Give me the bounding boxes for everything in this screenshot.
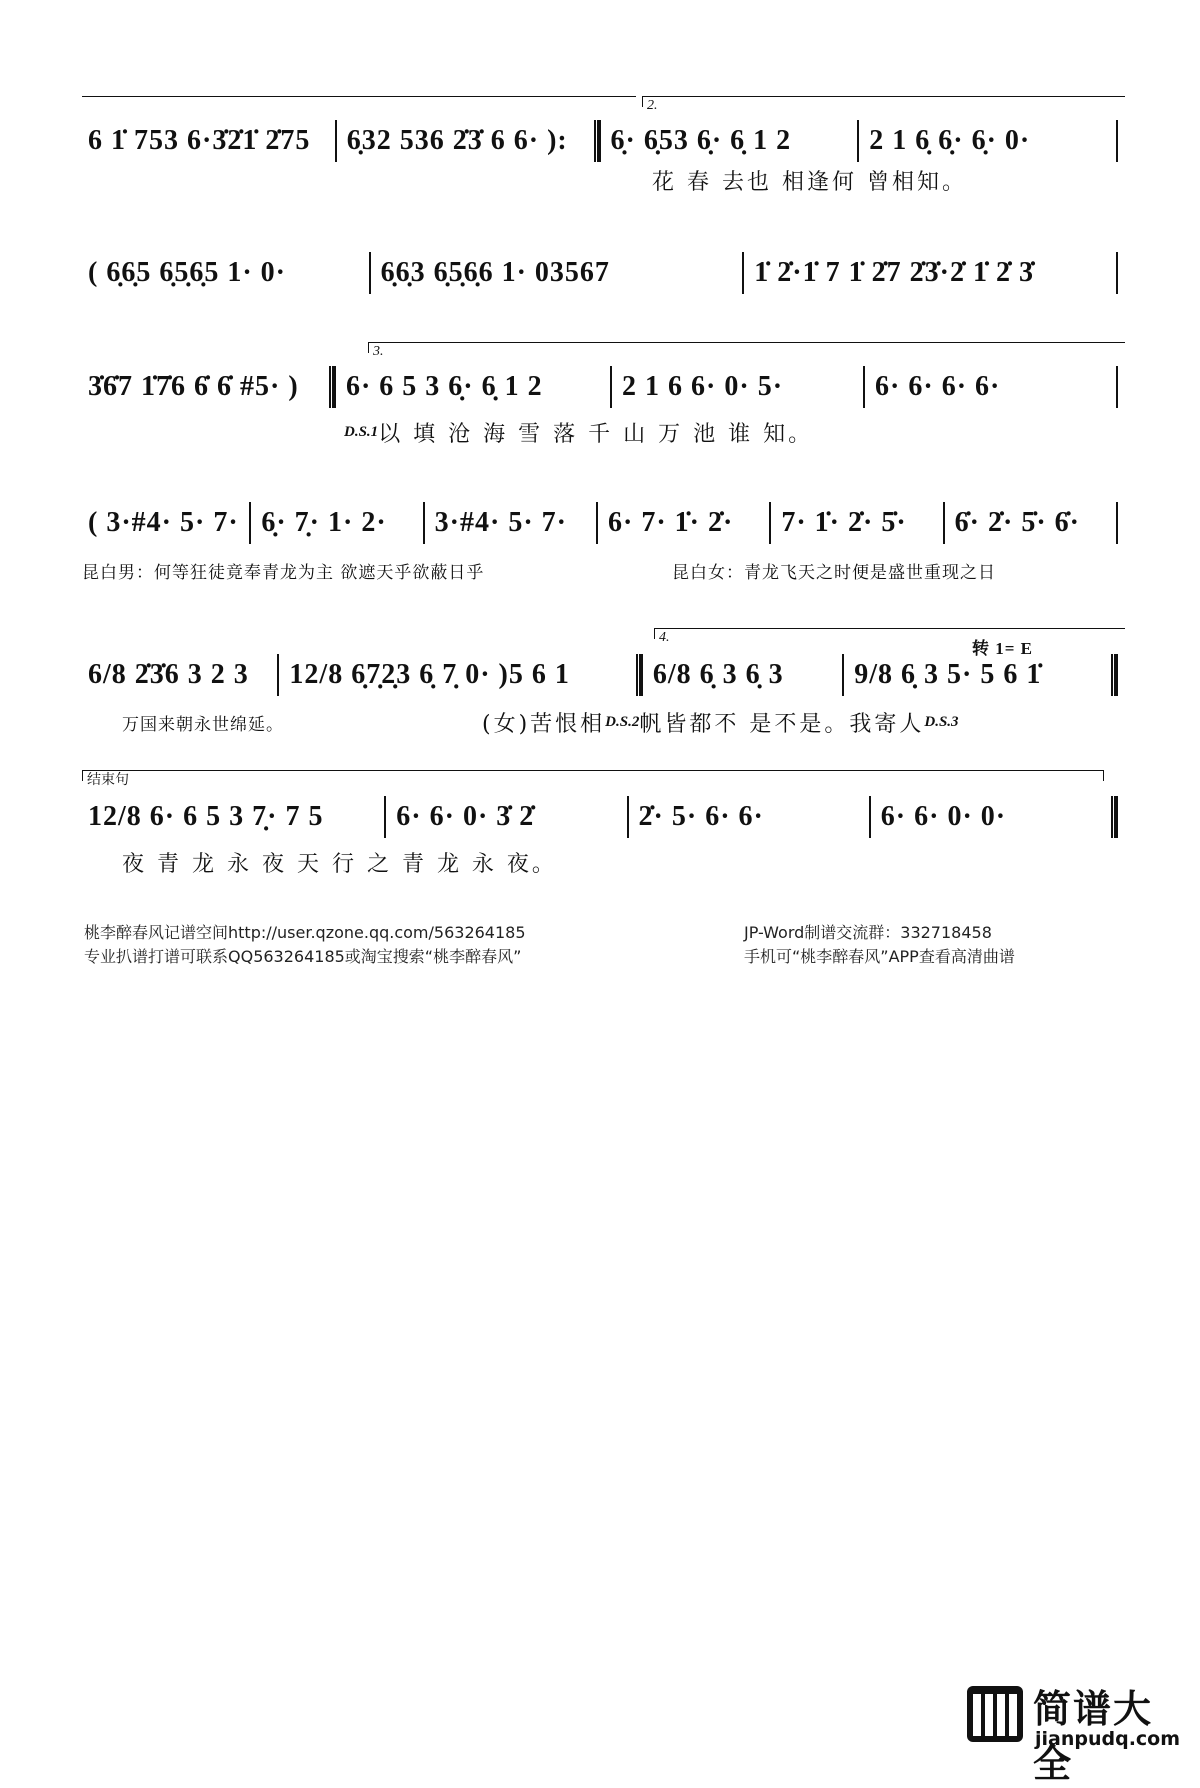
lyric-line (82, 846, 1122, 878)
measure: 12/8 6̣7̣2̣3 6̣ 7̣ 0· )5 6 1 (289, 659, 570, 690)
barline (1116, 120, 1118, 162)
volta-label: 3. (373, 344, 384, 359)
volta-2-ending (642, 96, 1125, 113)
lyric-line (82, 164, 1122, 196)
volta-3-ending (368, 342, 1125, 359)
staff-line (82, 114, 1122, 168)
double-barline (1111, 654, 1118, 696)
key-change-label: 转 1= E (972, 639, 1034, 658)
measure: 2 1 6̣ 6̣· 6̣· 0· (869, 125, 1031, 156)
lyric-text: 以 填 沧 海 雪 落 千 山 万 池 谁 知。 (378, 421, 814, 447)
measure: 6· 6· 6· 6· (875, 371, 1001, 402)
repeat-barline (594, 120, 601, 162)
lyric-left: 万国来朝永世绵延。 (122, 714, 284, 735)
barline (863, 366, 865, 408)
measure: 6· 7· 1̇· 2̇· (607, 507, 734, 538)
piano-keys-icon (965, 1684, 1025, 1744)
barline (842, 654, 844, 696)
measure: 6̣32 536 2̇3̇ 6 6· ): (346, 125, 568, 156)
lyric-line (82, 706, 1122, 738)
final-barline (1111, 796, 1118, 838)
ending-label: 结束句 (87, 772, 129, 788)
measure: 6̣· 6̣53 6̣· 6̣ 1 2 (610, 125, 792, 156)
measure: 6· 6· 0· 3̇ 2̇ (396, 801, 535, 832)
barline (610, 366, 612, 408)
measure: ( 3·#4· 5· 7· (88, 507, 239, 538)
staff-line (82, 246, 1122, 300)
ds-2-mark: D.S.2 (605, 713, 640, 730)
measure: 6 1̇ 753 6·3̇2̇1̇ 2̇75 (88, 125, 311, 156)
lyric-line (82, 416, 1122, 448)
spoken-female: 昆白女：青龙飞天之时便是盛世重现之日 (672, 562, 996, 583)
volta-label: 2. (647, 98, 658, 113)
measure: 7· 1̇· 2̇· 5̇· (781, 507, 907, 538)
logo-title: 简谱大全 (1033, 1687, 1154, 1786)
staff-line (82, 790, 1122, 844)
measure: 3̇6̇7 1̇7̇6 6̇ 6̇ #5· ) (88, 371, 299, 402)
double-barline (329, 366, 336, 408)
barline (1116, 252, 1118, 294)
staff-line (82, 360, 1122, 414)
lyric-text: 夜 青 龙 永 夜 天 行 之 青 龙 永 夜。 (122, 851, 557, 877)
barline (627, 796, 629, 838)
staff-line (82, 496, 1122, 550)
measure: 6̣· 7̣· 1· 2· (261, 507, 387, 538)
barline (857, 120, 859, 162)
ds-1-mark: D.S.1 (344, 423, 379, 440)
measure: 6· 6 5 3 6̣· 6̣ 1 2 (345, 371, 543, 402)
measure: 2 1 6 6· 0· 5· (622, 371, 784, 402)
measure: 1̇ 2̇·1̇ 7 1̇ 2̇7 2̇3̇·2̇ 1̇ 2̇ 3̇ (754, 257, 1034, 288)
measure: 2̇· 5· 6· 6· (638, 801, 764, 832)
measure: 12/8 6· 6 5 3 7̣· 7 5 (88, 801, 324, 832)
measure: 6̇· 2̇· 5̇· 6̇· (954, 507, 1080, 538)
footer-line-2-right: 手机可“桃李醉春风”APP查看高清曲谱 (744, 947, 1015, 966)
measure: 6· 6· 0· 0· (880, 801, 1007, 832)
barline (769, 502, 771, 544)
measure: 3·#4· 5· 7· (434, 507, 568, 538)
barline (943, 502, 945, 544)
staff-line (82, 648, 1122, 702)
measure: 6̣6̣3 6̣5̣6̣6 1· 03567 (380, 257, 610, 288)
spoken-male: 昆白男：何等狂徒竟奉青龙为主 欲遮天乎欲蔽日乎 (82, 562, 485, 583)
double-barline (636, 654, 643, 696)
barline (384, 796, 386, 838)
barline (1116, 502, 1118, 544)
footer-line-2-left: 专业扒谱打谱可联系QQ563264185或淘宝搜索“桃李醉春风” (84, 947, 522, 966)
spoken-line (82, 554, 1122, 586)
volta-2-bracket (82, 96, 636, 107)
site-logo (965, 1678, 1185, 1786)
footer-line-1-left: 桃李醉春风记谱空间http://user.qzone.qq.com/563264185 (84, 923, 526, 942)
barline (249, 502, 251, 544)
barline (1116, 366, 1118, 408)
volta-4-ending (654, 628, 1125, 645)
logo-url: jianpudq.com (1035, 1728, 1181, 1750)
volta-label: 4. (659, 630, 670, 645)
footer-line-1-right: JP-Word制谱交流群：332718458 (744, 923, 992, 942)
measure: 6/8 2̇3̇6 3 2 3 (88, 659, 249, 690)
measure: ( 6̣6̣5 6̣5̣6̣5 1· 0· (88, 257, 286, 288)
barline (423, 502, 425, 544)
measure: 6/8 6̣ 3 6̣ 3 (652, 659, 784, 690)
barline (742, 252, 744, 294)
ending-bracket (82, 770, 1104, 788)
lyric-mid: (女)苦恨相 (482, 711, 606, 737)
barline (596, 502, 598, 544)
lyric-right: 帆皆都不 是不是。我寄人 (639, 711, 925, 737)
barline (369, 252, 371, 294)
lyric-right: 花 春 去也 相逢何 曾相知。 (652, 169, 967, 195)
ds-3-mark: D.S.3 (924, 713, 959, 730)
measure: 9/8 6̣ 3 5· 5 6 1̇ (854, 659, 1042, 690)
barline (277, 654, 279, 696)
barline (335, 120, 337, 162)
barline (869, 796, 871, 838)
